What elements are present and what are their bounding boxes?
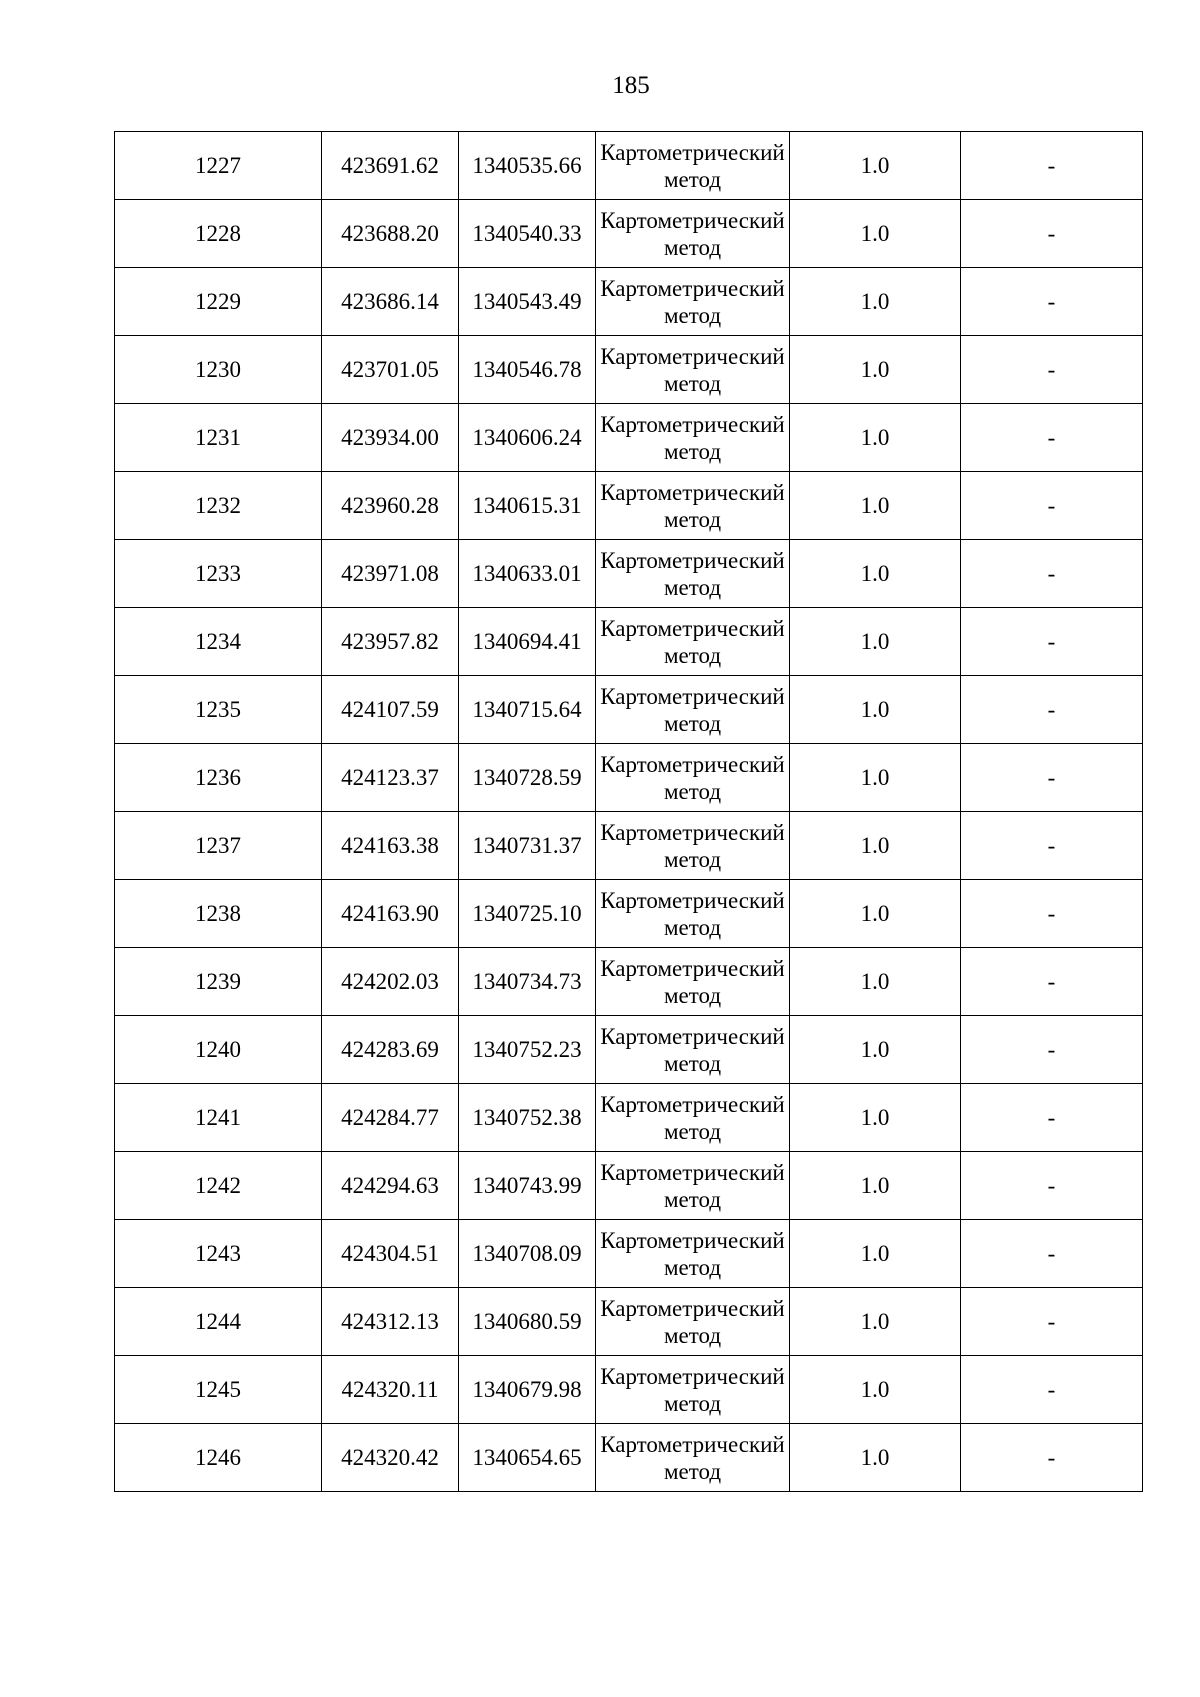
coordinates-table — [114, 131, 1143, 1492]
y-coordinate-cell: 1340654.65 — [459, 1424, 596, 1492]
method-cell — [596, 1288, 790, 1356]
accuracy-cell: 1.0 — [790, 132, 961, 200]
method-cell — [596, 948, 790, 1016]
accuracy-cell: 1.0 — [790, 880, 961, 948]
x-coordinate-cell: 423688.20 — [322, 200, 459, 268]
method-line-1: Картометрический — [600, 1023, 785, 1049]
description-cell: - — [961, 336, 1143, 404]
method-line-2: метод — [663, 1050, 722, 1076]
table-row — [115, 1220, 1143, 1288]
method-cell — [596, 336, 790, 404]
accuracy-cell: 1.0 — [790, 472, 961, 540]
table-row — [115, 472, 1143, 540]
point-number-cell: 1235 — [115, 676, 322, 744]
method-line-1: Картометрический — [600, 615, 785, 641]
y-coordinate-cell: 1340708.09 — [459, 1220, 596, 1288]
method-line-1: Картометрический — [600, 887, 785, 913]
method-line-2: метод — [663, 1322, 722, 1348]
method-line-2: метод — [663, 1458, 722, 1484]
table-row — [115, 540, 1143, 608]
point-number-cell: 1227 — [115, 132, 322, 200]
method-line-2: метод — [663, 302, 722, 328]
x-coordinate-cell: 423971.08 — [322, 540, 459, 608]
point-number-cell: 1238 — [115, 880, 322, 948]
method-line-2: метод — [663, 914, 722, 940]
method-cell — [596, 1084, 790, 1152]
table-row — [115, 1288, 1143, 1356]
x-coordinate-cell: 423934.00 — [322, 404, 459, 472]
method-cell — [596, 132, 790, 200]
point-number-cell: 1242 — [115, 1152, 322, 1220]
point-number-cell: 1228 — [115, 200, 322, 268]
x-coordinate-cell: 424123.37 — [322, 744, 459, 812]
method-line-1: Картометрический — [600, 343, 785, 369]
y-coordinate-cell: 1340606.24 — [459, 404, 596, 472]
accuracy-cell: 1.0 — [790, 1152, 961, 1220]
method-cell — [596, 608, 790, 676]
y-coordinate-cell: 1340694.41 — [459, 608, 596, 676]
accuracy-cell: 1.0 — [790, 268, 961, 336]
description-cell: - — [961, 200, 1143, 268]
x-coordinate-cell: 424107.59 — [322, 676, 459, 744]
description-cell: - — [961, 744, 1143, 812]
x-coordinate-cell: 423691.62 — [322, 132, 459, 200]
x-coordinate-cell: 424304.51 — [322, 1220, 459, 1288]
method-line-1: Картометрический — [600, 751, 785, 777]
method-line-1: Картометрический — [600, 275, 785, 301]
point-number-cell: 1229 — [115, 268, 322, 336]
accuracy-cell: 1.0 — [790, 1288, 961, 1356]
accuracy-cell: 1.0 — [790, 540, 961, 608]
x-coordinate-cell: 423701.05 — [322, 336, 459, 404]
accuracy-cell: 1.0 — [790, 1424, 961, 1492]
y-coordinate-cell: 1340725.10 — [459, 880, 596, 948]
accuracy-cell: 1.0 — [790, 404, 961, 472]
method-line-2: метод — [663, 1118, 722, 1144]
description-cell: - — [961, 404, 1143, 472]
accuracy-cell: 1.0 — [790, 1220, 961, 1288]
accuracy-cell: 1.0 — [790, 336, 961, 404]
method-line-1: Картометрический — [600, 1295, 785, 1321]
y-coordinate-cell: 1340752.38 — [459, 1084, 596, 1152]
x-coordinate-cell: 424202.03 — [322, 948, 459, 1016]
x-coordinate-cell: 423686.14 — [322, 268, 459, 336]
accuracy-cell: 1.0 — [790, 676, 961, 744]
accuracy-cell: 1.0 — [790, 1084, 961, 1152]
method-cell — [596, 1220, 790, 1288]
y-coordinate-cell: 1340715.64 — [459, 676, 596, 744]
method-line-2: метод — [663, 166, 722, 192]
point-number-cell: 1239 — [115, 948, 322, 1016]
x-coordinate-cell: 424294.63 — [322, 1152, 459, 1220]
x-coordinate-cell: 424320.11 — [322, 1356, 459, 1424]
x-coordinate-cell: 424320.42 — [322, 1424, 459, 1492]
point-number-cell: 1244 — [115, 1288, 322, 1356]
description-cell: - — [961, 472, 1143, 540]
method-line-1: Картометрический — [600, 1091, 785, 1117]
accuracy-cell: 1.0 — [790, 200, 961, 268]
method-line-1: Картометрический — [600, 1363, 785, 1389]
method-line-2: метод — [663, 506, 722, 532]
method-cell — [596, 404, 790, 472]
description-cell: - — [961, 812, 1143, 880]
table-row — [115, 744, 1143, 812]
table-row — [115, 404, 1143, 472]
method-line-2: метод — [663, 982, 722, 1008]
y-coordinate-cell: 1340731.37 — [459, 812, 596, 880]
method-line-2: метод — [663, 234, 722, 260]
accuracy-cell: 1.0 — [790, 744, 961, 812]
point-number-cell: 1241 — [115, 1084, 322, 1152]
description-cell: - — [961, 1016, 1143, 1084]
y-coordinate-cell: 1340633.01 — [459, 540, 596, 608]
point-number-cell: 1245 — [115, 1356, 322, 1424]
description-cell: - — [961, 132, 1143, 200]
method-line-2: метод — [663, 370, 722, 396]
y-coordinate-cell: 1340743.99 — [459, 1152, 596, 1220]
table-row — [115, 1016, 1143, 1084]
point-number-cell: 1233 — [115, 540, 322, 608]
method-line-1: Картометрический — [600, 547, 785, 573]
table-row — [115, 200, 1143, 268]
method-cell — [596, 540, 790, 608]
y-coordinate-cell: 1340540.33 — [459, 200, 596, 268]
method-line-2: метод — [663, 1186, 722, 1212]
point-number-cell: 1240 — [115, 1016, 322, 1084]
point-number-cell: 1230 — [115, 336, 322, 404]
method-line-1: Картометрический — [600, 683, 785, 709]
method-cell — [596, 200, 790, 268]
table-row — [115, 812, 1143, 880]
method-line-1: Картометрический — [600, 1227, 785, 1253]
point-number-cell: 1232 — [115, 472, 322, 540]
method-line-2: метод — [663, 710, 722, 736]
method-line-1: Картометрический — [600, 207, 785, 233]
method-line-1: Картометрический — [600, 411, 785, 437]
table-row — [115, 1356, 1143, 1424]
y-coordinate-cell: 1340752.23 — [459, 1016, 596, 1084]
description-cell: - — [961, 1152, 1143, 1220]
description-cell: - — [961, 1424, 1143, 1492]
description-cell: - — [961, 1220, 1143, 1288]
accuracy-cell: 1.0 — [790, 948, 961, 1016]
x-coordinate-cell: 424163.38 — [322, 812, 459, 880]
method-line-2: метод — [663, 642, 722, 668]
method-line-2: метод — [663, 1254, 722, 1280]
method-cell — [596, 268, 790, 336]
method-cell — [596, 1424, 790, 1492]
method-cell — [596, 1356, 790, 1424]
method-line-1: Картометрический — [600, 819, 785, 845]
description-cell: - — [961, 540, 1143, 608]
page-number: 185 — [612, 72, 650, 99]
point-number-cell: 1234 — [115, 608, 322, 676]
table-row — [115, 132, 1143, 200]
y-coordinate-cell: 1340615.31 — [459, 472, 596, 540]
x-coordinate-cell: 424284.77 — [322, 1084, 459, 1152]
method-line-2: метод — [663, 574, 722, 600]
x-coordinate-cell: 424163.90 — [322, 880, 459, 948]
table-row — [115, 336, 1143, 404]
x-coordinate-cell: 423960.28 — [322, 472, 459, 540]
method-cell — [596, 812, 790, 880]
accuracy-cell: 1.0 — [790, 1016, 961, 1084]
method-cell — [596, 880, 790, 948]
point-number-cell: 1246 — [115, 1424, 322, 1492]
y-coordinate-cell: 1340728.59 — [459, 744, 596, 812]
method-line-1: Картометрический — [600, 955, 785, 981]
accuracy-cell: 1.0 — [790, 812, 961, 880]
table-row — [115, 1424, 1143, 1492]
method-cell — [596, 1152, 790, 1220]
method-cell — [596, 744, 790, 812]
method-line-1: Картометрический — [600, 479, 785, 505]
method-cell — [596, 1016, 790, 1084]
description-cell: - — [961, 608, 1143, 676]
table-row — [115, 676, 1143, 744]
method-line-2: метод — [663, 1390, 722, 1416]
method-cell — [596, 676, 790, 744]
method-line-1: Картометрический — [600, 1159, 785, 1185]
accuracy-cell: 1.0 — [790, 608, 961, 676]
x-coordinate-cell: 424312.13 — [322, 1288, 459, 1356]
y-coordinate-cell: 1340535.66 — [459, 132, 596, 200]
table-row — [115, 880, 1143, 948]
x-coordinate-cell: 423957.82 — [322, 608, 459, 676]
y-coordinate-cell: 1340543.49 — [459, 268, 596, 336]
x-coordinate-cell: 424283.69 — [322, 1016, 459, 1084]
coordinates-table-body — [115, 132, 1143, 1492]
table-row — [115, 268, 1143, 336]
description-cell: - — [961, 1288, 1143, 1356]
method-cell — [596, 472, 790, 540]
description-cell: - — [961, 1356, 1143, 1424]
y-coordinate-cell: 1340734.73 — [459, 948, 596, 1016]
table-row — [115, 1152, 1143, 1220]
y-coordinate-cell: 1340679.98 — [459, 1356, 596, 1424]
method-line-2: метод — [663, 778, 722, 804]
point-number-cell: 1236 — [115, 744, 322, 812]
y-coordinate-cell: 1340680.59 — [459, 1288, 596, 1356]
description-cell: - — [961, 676, 1143, 744]
point-number-cell: 1231 — [115, 404, 322, 472]
point-number-cell: 1243 — [115, 1220, 322, 1288]
table-row — [115, 1084, 1143, 1152]
description-cell: - — [961, 268, 1143, 336]
method-line-2: метод — [663, 846, 722, 872]
description-cell: - — [961, 948, 1143, 1016]
point-number-cell: 1237 — [115, 812, 322, 880]
accuracy-cell: 1.0 — [790, 1356, 961, 1424]
table-row — [115, 948, 1143, 1016]
method-line-1: Картометрический — [600, 1431, 785, 1457]
method-line-1: Картометрический — [600, 139, 785, 165]
y-coordinate-cell: 1340546.78 — [459, 336, 596, 404]
description-cell: - — [961, 1084, 1143, 1152]
method-line-2: метод — [663, 438, 722, 464]
table-row — [115, 608, 1143, 676]
description-cell: - — [961, 880, 1143, 948]
